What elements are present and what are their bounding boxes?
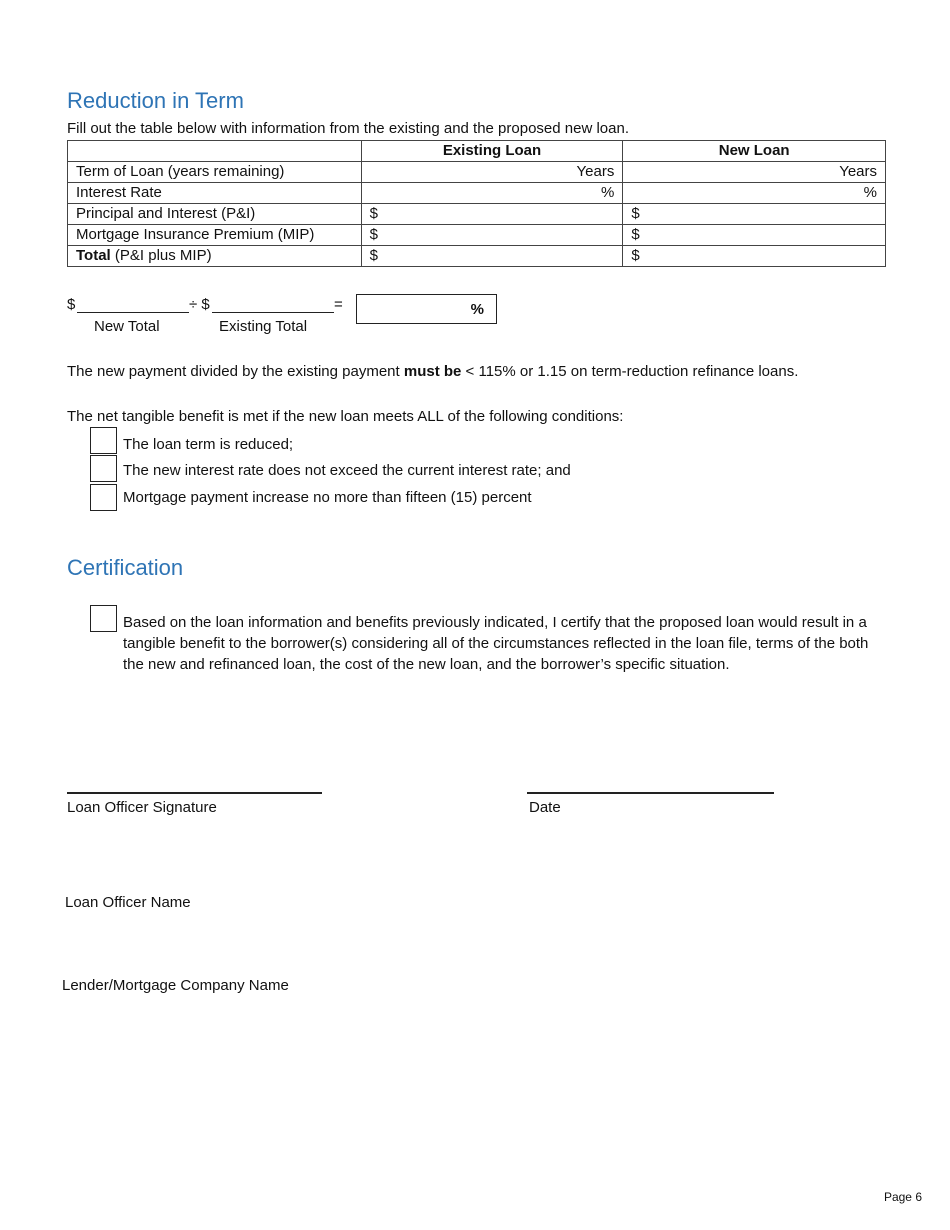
- calc-dollar-sign: $: [67, 296, 76, 313]
- existing-total-input[interactable]: [212, 312, 334, 313]
- new-total-label: New Total: [94, 318, 160, 335]
- condition-payment-label: Mortgage payment increase no more than fifteen (15) percent: [123, 489, 532, 506]
- existing-total-field[interactable]: $: [361, 246, 623, 267]
- ratio-percent-sign: %: [470, 301, 484, 318]
- ratio-result-box[interactable]: [356, 294, 497, 324]
- row-label-total: [68, 246, 362, 267]
- header-existing-loan: Existing Loan: [361, 141, 623, 162]
- condition-rate-label: The new interest rate does not exceed the current interest rate; and: [123, 462, 571, 479]
- table-row: [68, 246, 886, 267]
- new-total-input[interactable]: [77, 312, 189, 313]
- signature-line[interactable]: [67, 792, 322, 794]
- certification-text: Based on the loan information and benefits previously indicated, I certify that the proposed loan would result in a tangible benefit to the borrower(s) considering all of the circumstances reflected in the loan file, terms of the both the new and refinanced loan, the cost of the new loan, and the borrower’s specific situation.: [123, 614, 869, 673]
- header-cell-blank: [68, 141, 362, 162]
- table-row: [68, 162, 886, 183]
- rule-text-bold: must be: [403, 363, 462, 380]
- existing-rate-field[interactable]: %: [361, 183, 623, 204]
- rule-text-pre: The new payment divided by the existing payment: [67, 363, 404, 380]
- condition-checkbox-rate[interactable]: [90, 455, 117, 482]
- total-label-rest: (P&I plus MIP): [110, 247, 212, 264]
- table-header-row: [68, 141, 886, 162]
- signature-label: Loan Officer Signature: [67, 799, 217, 816]
- officer-name-label: Loan Officer Name: [65, 894, 191, 911]
- new-total-field[interactable]: $: [623, 246, 886, 267]
- payment-rule-text: [67, 363, 798, 381]
- table-row: [68, 183, 886, 204]
- table-row: [68, 225, 886, 246]
- existing-term-field[interactable]: Years: [361, 162, 623, 183]
- table-row: [68, 204, 886, 225]
- header-new-loan: New Loan: [623, 141, 886, 162]
- row-label-mip: Mortgage Insurance Premium (MIP): [68, 225, 362, 246]
- existing-mip-field[interactable]: $: [361, 225, 623, 246]
- section-heading-reduction: Reduction in Term: [67, 88, 244, 113]
- section-heading-certification: Certification: [67, 555, 184, 580]
- company-name-label: Lender/Mortgage Company Name: [62, 977, 289, 994]
- row-label-term: Term of Loan (years remaining): [68, 162, 362, 183]
- page-number: Page 6: [883, 1190, 922, 1204]
- condition-term-label: The loan term is reduced;: [123, 436, 294, 453]
- new-rate-field[interactable]: %: [623, 183, 886, 204]
- loan-comparison-table: [67, 140, 886, 267]
- rule-text-post: < 115% or 1.15 on term-reduction refinance loans.: [461, 363, 799, 380]
- condition-checkbox-payment[interactable]: [90, 484, 117, 511]
- calc-equals-sign: =: [334, 296, 343, 313]
- new-term-field[interactable]: Years: [623, 162, 886, 183]
- date-line[interactable]: [527, 792, 774, 794]
- row-label-rate: Interest Rate: [68, 183, 362, 204]
- total-label-bold: Total: [76, 247, 111, 264]
- date-label: Date: [529, 799, 561, 816]
- new-mip-field[interactable]: $: [623, 225, 886, 246]
- condition-checkbox-term[interactable]: [90, 427, 117, 454]
- existing-total-label: Existing Total: [219, 318, 308, 335]
- certification-checkbox[interactable]: [90, 605, 117, 632]
- row-label-pi: Principal and Interest (P&I): [68, 204, 362, 225]
- reduction-intro: Fill out the table below with information from the existing and the proposed new loan.: [67, 120, 629, 137]
- calc-divide-sign: ÷ $: [189, 296, 210, 313]
- new-pi-field[interactable]: $: [623, 204, 886, 225]
- conditions-intro: The net tangible benefit is met if the new loan meets ALL of the following conditions:: [67, 408, 624, 425]
- existing-pi-field[interactable]: $: [361, 204, 623, 225]
